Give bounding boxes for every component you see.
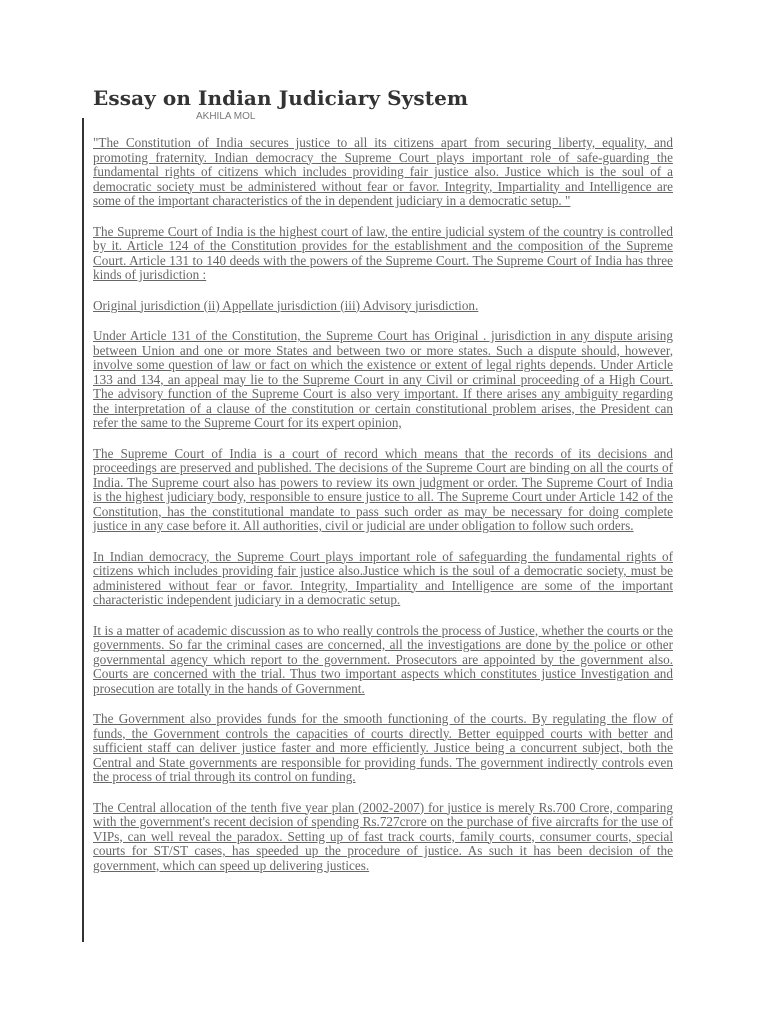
paragraph-7: It is a matter of academic discussion as to who really controls the process of Justice, whether the courts or the governments. So far the criminal cases are concerned, all the investigations are done by the police or other governmental agency which report to the government. Prosecutors are appointed by the government also. Courts are concerned with the trial. Thus two important aspects which constitutes justice Investigation and prosecution are totally in the hands of Government. <box>93 622 673 696</box>
document-body <box>93 136 673 889</box>
paragraph-5: The Supreme Court of India is a court of record which means that the records of its decisions and proceedings are preserved and published. The decisions of the Supreme Court are binding on all the courts of India. The Supreme court also has powers to review its own judgment or order. The Supreme Court of India is the highest judiciary body, responsible to ensure justice to all. The Supreme Court under Article 142 of the Constitution, has the constitutional mandate to pass such order as may be necessary for doing complete justice in any case before it. All authorities, civil or judicial are under obligation to follow such orders. <box>93 445 673 533</box>
paragraph-3: Original jurisdiction (ii) Appellate jurisdiction (iii) Advisory jurisdiction. <box>93 297 479 313</box>
margin-rule <box>82 118 84 942</box>
document-title: Essay on Indian Judiciary System <box>93 86 469 110</box>
document-author: AKHILA MOL <box>196 111 256 122</box>
paragraph-4: Under Article 131 of the Constitution, the Supreme Court has Original . jurisdiction in any dispute arising between Union and one or more States and between two or more states. Such a dispute should, however, involve some question of law or fact on which the existence or extent of legal rights depends. Under Article 133 and 134, an appeal may lie to the Supreme Court in any Civil or criminal proceeding of a High Court. The advisory function of the Supreme Court is also very important. If there arises any ambiguity regarding the interpretation of a clause of the constitution or certain constitutional problem arises, the President can refer the same to the Supreme Court for its expert opinion, <box>93 328 673 430</box>
paragraph-9: The Central allocation of the tenth five year plan (2002-2007) for justice is merely Rs.700 Crore, comparing with the government's recent decision of spending Rs.727crore on the purchase of five aircrafts for the use of VIPs, can well reveal the paradox. Setting up of fast track courts, family courts, consumer courts, special courts for ST/ST cases, has speeded up the procedure of justice. As such it has been decision of the government, which can speed up delivering justices. <box>93 799 673 873</box>
paragraph-2: The Supreme Court of India is the highest court of law, the entire judicial system of the country is controlled by it. Article 124 of the Constitution provides for the establishment and the composition of the Supreme Court. Article 131 to 140 deeds with the powers of the Supreme Court. The Supreme Court of India has three kinds of jurisdiction : <box>93 223 673 282</box>
paragraph-1: "The Constitution of India secures justice to all its citizens apart from securing liberty, equality, and promoting fraternity. Indian democracy the Supreme Court plays important role of safe-guarding the fundamental rights of citizens which includes providing fair justice also. Justice which is the soul of a democratic society must be administered without fear or favor. Integrity, Impartiality and Intelligence are some of the important characteristics of the in dependent judiciary in a democratic setup. " <box>93 135 673 208</box>
paragraph-8: The Government also provides funds for the smooth functioning of the courts. By regulating the flow of funds, the Government controls the capacities of courts directly. Better equipped courts with better and sufficient staff can deliver justice faster and more efficiently. Justice being a concurrent subject, both the Central and State governments are responsible for providing funds. The government indirectly controls even the process of trial through its control on funding. <box>93 711 673 784</box>
paragraph-6: In Indian democracy, the Supreme Court plays important role of safeguarding the fundamental rights of citizens which includes providing fair justice also.Justice which is the soul of a democratic society, must be administered without fear or favor. Integrity, Impartiality and Intelligence are some of the important characteristic independent judiciary in a democratic setup. <box>93 548 673 607</box>
